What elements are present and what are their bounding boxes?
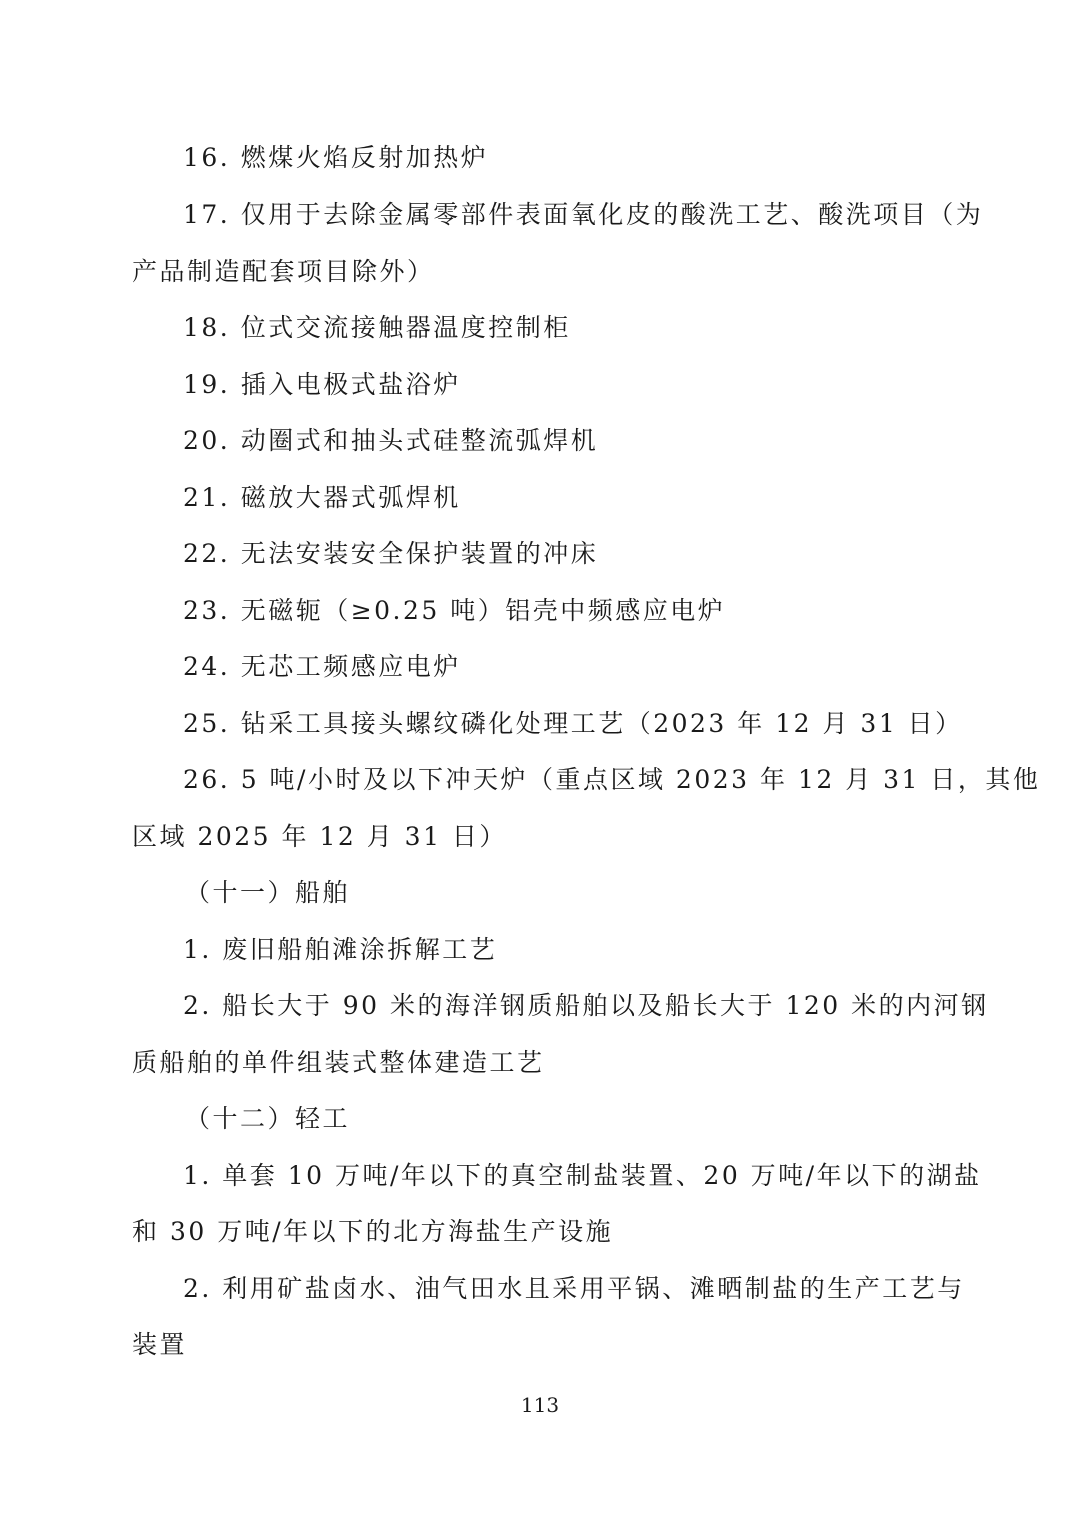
light-item-1-line-1: 1. 单套 10 万吨/年以下的真空制盐装置、20 万吨/年以下的湖盐 [183, 1161, 982, 1190]
page-number: 113 [520, 1393, 560, 1417]
section-heading-light-industry: （十二）轻工 [185, 1104, 351, 1133]
light-item-1-line-2: 和 30 万吨/年以下的北方海盐生产设施 [132, 1217, 614, 1246]
item-20-line: 20. 动圈式和抽头式硅整流弧焊机 [183, 426, 599, 455]
item-25-line: 25. 钻采工具接头螺纹磷化处理工艺（2023 年 12 月 31 日） [183, 709, 963, 738]
item-18-line: 18. 位式交流接触器温度控制柜 [183, 313, 571, 342]
item-19-line: 19. 插入电极式盐浴炉 [183, 370, 461, 399]
light-item-2-line-2: 装置 [132, 1330, 188, 1359]
item-16-line: 16. 燃煤火焰反射加热炉 [183, 143, 489, 172]
ship-item-1-line: 1. 废旧船舶滩涂拆解工艺 [183, 935, 498, 964]
item-26-line-2: 区域 2025 年 12 月 31 日） [132, 822, 507, 851]
item-17-line-1: 17. 仅用于去除金属零部件表面氧化皮的酸洗工艺、酸洗项目（为 [183, 200, 984, 229]
item-23-line: 23. 无磁轭（≥0.25 吨）铝壳中频感应电炉 [183, 596, 726, 625]
ship-item-2-line-1: 2. 船长大于 90 米的海洋钢质船舶以及船长大于 120 米的内河钢 [183, 991, 989, 1020]
light-item-2-line-1: 2. 利用矿盐卤水、油气田水且采用平锅、滩晒制盐的生产工艺与 [183, 1274, 965, 1303]
section-heading-shipbuilding: （十一）船舶 [185, 878, 351, 907]
item-26-line-1: 26. 5 吨/小时及以下冲天炉（重点区域 2023 年 12 月 31 日，其他 [183, 765, 1041, 794]
item-22-line: 22. 无法安装安全保护装置的冲床 [183, 539, 599, 568]
item-21-line: 21. 磁放大器式弧焊机 [183, 483, 461, 512]
item-24-line: 24. 无芯工频感应电炉 [183, 652, 461, 681]
ship-item-2-line-2: 质船舶的单件组装式整体建造工艺 [132, 1048, 545, 1077]
item-17-line-2: 产品制造配套项目除外） [132, 257, 435, 286]
